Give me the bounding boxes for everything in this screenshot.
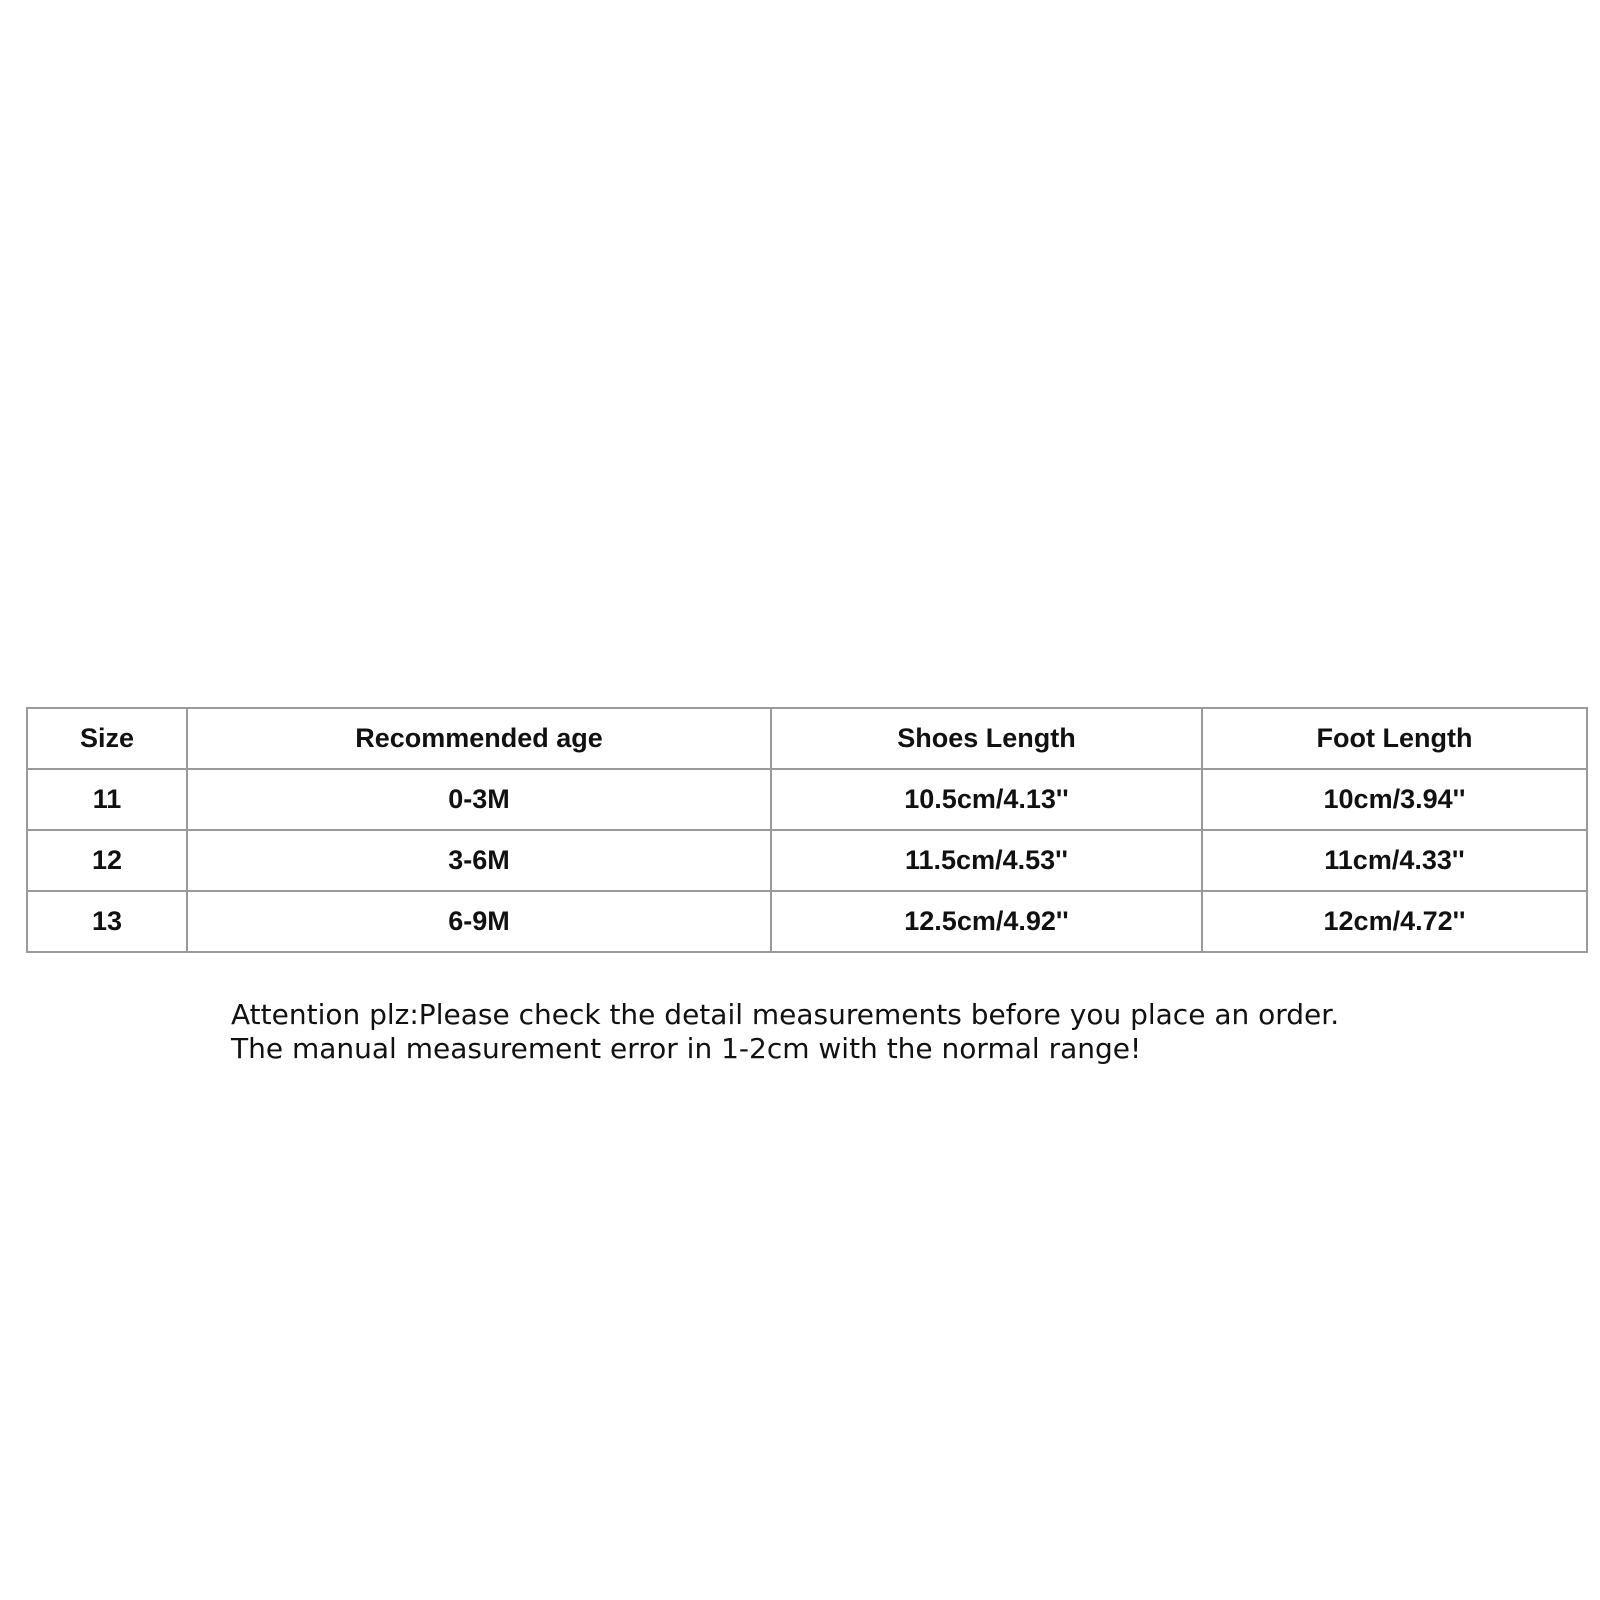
header-shoes-length: Shoes Length <box>771 708 1202 769</box>
cell-foot-length: 10cm/3.94'' <box>1202 769 1587 830</box>
cell-foot-length: 12cm/4.72'' <box>1202 891 1587 952</box>
header-size: Size <box>27 708 187 769</box>
table-row <box>27 769 1587 830</box>
header-foot-length: Foot Length <box>1202 708 1587 769</box>
cell-recommended-age: 3-6M <box>187 830 771 891</box>
size-chart-body <box>27 769 1587 952</box>
cell-shoes-length: 10.5cm/4.13'' <box>771 769 1202 830</box>
measurement-error-note-line: The manual measurement error in 1-2cm with the normal range! <box>231 1032 1142 1065</box>
attention-note-line: Attention plz:Please check the detail measurements before you place an order. <box>231 998 1340 1031</box>
cell-shoes-length: 11.5cm/4.53'' <box>771 830 1202 891</box>
cell-size: 12 <box>27 830 187 891</box>
cell-shoes-length: 12.5cm/4.92'' <box>771 891 1202 952</box>
cell-size: 11 <box>27 769 187 830</box>
cell-recommended-age: 0-3M <box>187 769 771 830</box>
table-row <box>27 830 1587 891</box>
table-row <box>27 891 1587 952</box>
cell-foot-length: 11cm/4.33'' <box>1202 830 1587 891</box>
measurement-note <box>231 998 1511 1066</box>
size-chart-table <box>26 707 1588 953</box>
cell-size: 13 <box>27 891 187 952</box>
header-recommended-age: Recommended age <box>187 708 771 769</box>
size-chart-header <box>27 708 1587 769</box>
header-row <box>27 708 1587 769</box>
cell-recommended-age: 6-9M <box>187 891 771 952</box>
